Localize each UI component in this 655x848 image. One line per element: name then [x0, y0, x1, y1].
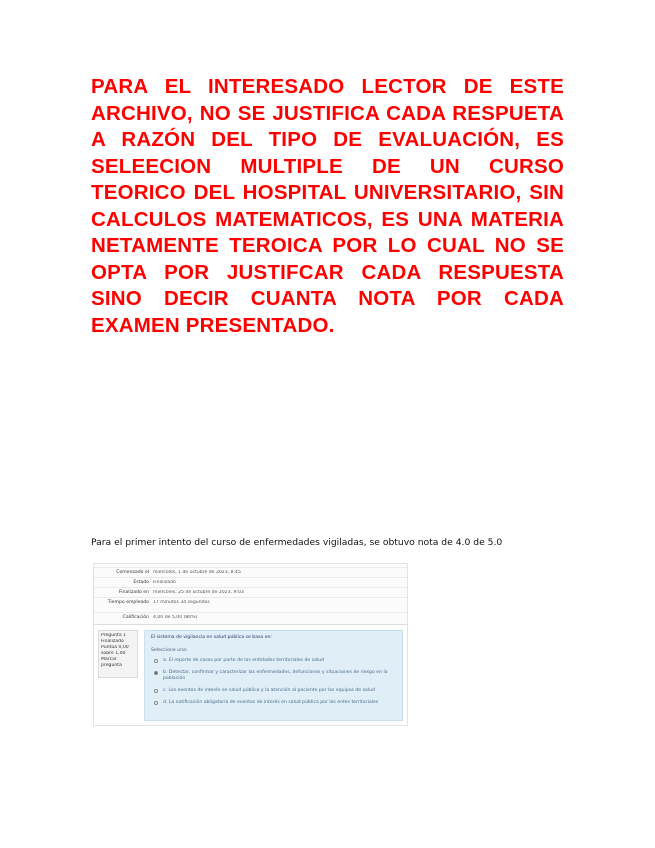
answer-option-text: b. Detectar, confirmar y caracterizar las enfermedades, defunciones y situaciones de riesgo en la población [163, 670, 388, 681]
answer-option-text: c. Los eventos de interés en salud pública y la atención al paciente por los equipos de salud [163, 688, 375, 693]
summary-key: Tiempo empleado [107, 600, 149, 605]
answer-option[interactable] [151, 658, 396, 664]
summary-value: 4,00 de 5,00 (80%) [153, 615, 198, 620]
summary-row [94, 612, 407, 623]
summary-key: Calificación [122, 615, 149, 620]
radio-button[interactable] [154, 659, 158, 663]
select-one-label: Seleccione una: [151, 648, 188, 653]
quiz-screenshot [93, 563, 408, 726]
question-info-box [98, 630, 138, 678]
summary-key: Estado [133, 580, 149, 585]
summary-value: miércoles, 25 de octubre de 2023, 9:03 [153, 590, 244, 595]
attempt-caption: Para el primer intento del curso de enfermedades vigiladas, se obtuvo nota de 4.0 de 5.0 [91, 537, 503, 548]
flag-question-link[interactable]: Marcar [101, 657, 117, 662]
answer-option[interactable] [151, 670, 396, 682]
summary-value: miércoles, 1 de octubre de 2023, 8:45 [153, 570, 241, 575]
summary-row [94, 597, 407, 613]
answer-option-text: a. El reporte de casos por parte de las entidades territoriales de salud [163, 658, 325, 663]
radio-button[interactable] [154, 701, 158, 705]
attempt-summary-table [94, 564, 407, 625]
summary-value: 17 minutos 34 segundos [153, 600, 210, 605]
answer-option[interactable] [151, 688, 396, 694]
question-text: El sistema de vigilancia en salud pública se basa en: [151, 635, 272, 640]
question-number: Pregunta 1 [101, 633, 127, 638]
disclaimer-notice: PARA EL INTERESADO LECTOR DE ESTE ARCHIVO, NO SE JUSTIFICA CADA RESPUETA A RAZÓN DEL TIPO DE EVALUACIÓN, ES SELEECION MULTIPLE DE UN CURSO TEORICO DEL HOSPITAL UNIVERSITARIO, SIN CALCULOS MATEMATICOS, ES UNA MATERIA NETAMENTE TEROICA POR LO CUAL NO SE OPTA POR JUSTIFCAR CADA RESPUESTA SINO DECIR CUANTA NOTA POR CADA EXAMEN PRESENTADO. [91, 75, 564, 337]
summary-key: Comenzado el [116, 570, 149, 575]
summary-value: Finalizado [153, 580, 176, 585]
flag-question-link-cont[interactable]: pregunta [101, 663, 122, 668]
question-state: Finalizado [101, 639, 124, 644]
answer-option[interactable] [151, 700, 396, 706]
answer-option-text: d. La notificación obligatoria de eventos de interés en salud pública por los entes territoriales [163, 700, 379, 705]
question-score: Puntúa 0,00 [101, 645, 129, 650]
summary-key: Finalizado en [118, 590, 149, 595]
radio-button[interactable] [154, 671, 158, 675]
question-content [144, 630, 403, 721]
question-max-score: sobre 1,00 [101, 651, 126, 656]
radio-button[interactable] [154, 689, 158, 693]
